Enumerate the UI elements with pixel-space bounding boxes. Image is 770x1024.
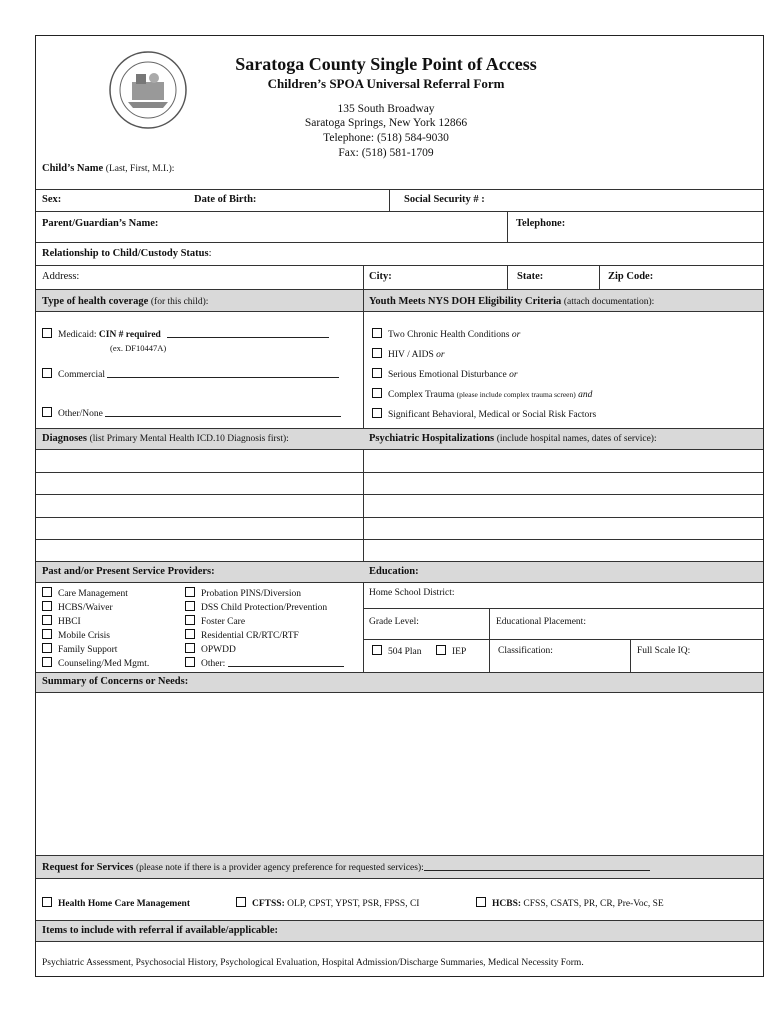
eligibility-checkbox[interactable] [372,328,382,338]
educational-placement-field[interactable]: Educational Placement: [496,617,586,627]
providers-heading: Past and/or Present Service Providers: [42,566,215,577]
provider-option[interactable]: Care Management [42,587,149,601]
hcbs-option[interactable]: HCBS: CFSS, CSATS, PR, CR, Pre-Voc, SE [476,897,664,910]
eligibility-option-risk[interactable]: Significant Behavioral, Medical or Social Risk Factors [372,408,596,421]
provider-option[interactable]: HBCI [42,615,149,629]
iep-option[interactable]: IEP [436,645,466,658]
fax-line: Fax: (518) 581-1709 [338,147,434,159]
telephone-field[interactable]: Telephone: [516,218,566,229]
summary-heading: Summary of Concerns or Needs: [42,676,189,687]
eligibility-checkbox[interactable] [372,388,382,398]
hcbs-checkbox[interactable] [476,897,486,907]
504-plan-option[interactable]: 504 Plan [372,645,422,658]
provider-option[interactable]: Mobile Crisis [42,629,149,643]
full-scale-iq-field[interactable]: Full Scale IQ: [637,646,691,656]
provider-option[interactable]: Probation PINS/Diversion [185,587,344,601]
eligibility-option-chronic[interactable]: Two Chronic Health Conditions or [372,328,520,341]
health-home-checkbox[interactable] [42,897,52,907]
eligibility-option-sed[interactable]: Serious Emotional Disturbance or [372,368,518,381]
diagnosis-row[interactable] [36,494,763,495]
eligibility-option-trauma[interactable]: Complex Trauma (please include complex trauma screen) and [372,388,592,401]
sex-field[interactable]: Sex: [42,194,62,205]
eligibility-checkbox[interactable] [372,348,382,358]
provider-option[interactable]: DSS Child Protection/Prevention [185,601,344,615]
commercial-checkbox[interactable] [42,368,52,378]
cftss-option[interactable]: CFTSS: OLP, CPST, YPST, PSR, FPSS, CI [236,897,419,910]
provider-option[interactable]: HCBS/Waiver [42,601,149,615]
home-school-district-field[interactable]: Home School District: [369,588,455,598]
referral-form [35,35,764,977]
eligibility-option-hiv[interactable]: HIV / AIDS or [372,348,445,361]
other-none-option[interactable]: Other/None [42,407,341,420]
request-heading[interactable]: Request for Services (please note if there is a provider agency preference for requested services): [42,861,650,874]
eligibility-checkbox[interactable] [372,368,382,378]
address-line-2: Saratoga Springs, New York 12866 [304,117,468,129]
provider-option[interactable]: Residential CR/RTC/RTF [185,629,344,643]
504-plan-checkbox[interactable] [372,645,382,655]
items-list: Psychiatric Assessment, Psychosocial History, Psychological Evaluation, Hospital Admission/Discharge Summaries, Medical Necessity Form. [42,958,584,968]
provider-option[interactable]: Counseling/Med Mgmt. [42,657,149,671]
diagnosis-row[interactable] [36,517,763,518]
health-home-option[interactable]: Health Home Care Management [42,897,190,910]
zip-field[interactable]: Zip Code: [608,271,654,282]
provider-option[interactable]: Other: [185,657,344,671]
address-line-1: 135 South Broadway [337,103,435,115]
classification-field[interactable]: Classification: [498,646,553,656]
diagnosis-row[interactable] [36,539,763,540]
provider-option[interactable]: Foster Care [185,615,344,629]
summary-text-area[interactable] [36,693,763,855]
city-field[interactable]: City: [369,271,392,282]
coverage-heading: Type of health coverage (for this child): [42,296,209,307]
items-heading: Items to include with referral if available/applicable: [42,925,279,936]
cftss-checkbox[interactable] [236,897,246,907]
dob-field[interactable]: Date of Birth: [194,194,257,205]
medicaid-option[interactable]: Medicaid: CIN # required [42,328,329,341]
eligibility-checkbox[interactable] [372,408,382,418]
form-title: Saratoga County Single Point of Access [235,54,537,74]
relationship-field[interactable]: Relationship to Child/Custody Status: [42,248,212,259]
state-field[interactable]: State: [517,271,544,282]
ssn-field[interactable]: Social Security # : [404,194,485,205]
commercial-option[interactable]: Commercial [42,368,339,381]
provider-option[interactable]: Family Support [42,643,149,657]
provider-option[interactable]: OPWDD [185,643,344,657]
child-name-field[interactable]: Child’s Name (Last, First, M.I.): [42,163,175,174]
telephone-line: Telephone: (518) 584-9030 [323,132,449,144]
form-subtitle: Children’s SPOA Universal Referral Form [267,76,505,91]
other-none-checkbox[interactable] [42,407,52,417]
address-field[interactable]: Address: [42,271,80,282]
provider-list-right [185,587,344,671]
medicaid-checkbox[interactable] [42,328,52,338]
medicaid-example: (ex. DF10447A) [110,343,167,353]
hospitalizations-heading: Psychiatric Hospitalizations (include hospital names, dates of service): [369,433,657,444]
diagnoses-heading: Diagnoses (list Primary Mental Health ICD.10 Diagnosis first): [42,433,289,444]
provider-list-left [42,587,149,671]
diagnosis-row[interactable] [36,472,763,473]
parent-name-field[interactable]: Parent/Guardian’s Name: [42,218,159,229]
grade-level-field[interactable]: Grade Level: [369,617,419,627]
iep-checkbox[interactable] [436,645,446,655]
eligibility-heading: Youth Meets NYS DOH Eligibility Criteria (attach documentation): [369,296,655,307]
education-heading: Education: [369,566,419,577]
